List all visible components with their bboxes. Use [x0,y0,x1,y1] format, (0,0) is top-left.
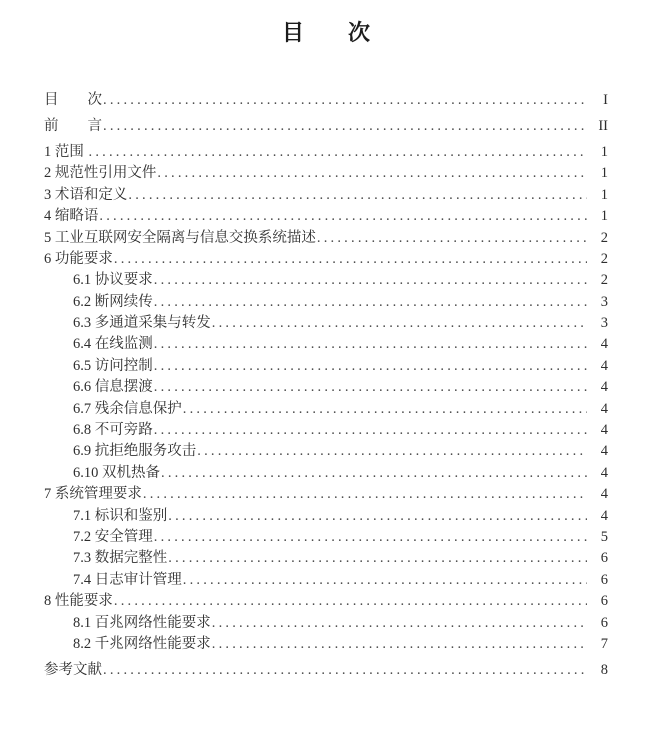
toc-entry-label: 8.2 千兆网络性能要求 [73,635,211,652]
toc-entry-page: 4 [600,443,608,460]
toc-entry-page: 5 [600,529,608,545]
toc-entry-label: 6.3 多通道采集与转发 [73,315,211,332]
toc-entry [44,228,608,249]
dot-leader [143,484,587,505]
toc-entry-label: 8 性能要求 [44,593,113,610]
dot-leader [154,292,587,313]
toc-entry-label: 参考文献 [44,662,102,679]
dot-leader [103,660,587,681]
toc-entry-page: II [598,117,608,134]
toc-entry-page: 4 [600,507,608,524]
dot-leader [154,356,587,377]
toc-entry [44,484,608,505]
toc-entry-label: 6 功能要求 [44,250,113,267]
toc-entry [44,313,608,334]
toc-entry [44,441,608,462]
toc-entry [44,548,608,569]
toc-entry [44,292,608,313]
toc-entry-label: 7.4 日志审计管理 [73,571,182,588]
toc-entry-page: 4 [600,357,608,374]
toc-entry [44,163,608,184]
toc-entry-label: 8.1 百兆网络性能要求 [73,614,211,631]
toc-entry-label: 6.8 不可旁路 [73,422,153,439]
toc-entry-page: 3 [600,293,608,310]
toc-entry [44,463,608,484]
toc-entry [44,249,608,270]
dot-leader [183,570,587,591]
toc-entry-page: 4 [600,486,608,503]
toc-entry-label: 目 次 [44,92,102,108]
dot-leader [168,506,587,527]
dot-leader [197,441,587,462]
toc-entry-label: 6.6 信息摆渡 [73,379,153,396]
toc-entry [44,206,608,227]
dot-leader [154,420,587,441]
dot-leader [103,90,587,111]
toc-entry-page: 8 [600,662,608,679]
dot-leader [212,613,587,634]
toc-entry-page: 2 [600,229,608,246]
toc-entry-label: 7.2 安全管理 [73,529,153,545]
dot-leader [183,399,587,420]
dot-leader [168,548,587,569]
toc-entry-page: I [603,92,608,108]
toc-entry-page: 6 [600,550,608,567]
toc-entry [44,634,608,655]
toc-list [44,90,608,682]
toc-entry-label: 6.1 协议要求 [73,272,153,289]
toc-entry-label: 6.5 访问控制 [73,357,153,374]
dot-leader [154,270,587,291]
page-title: 目 次 [281,20,370,45]
toc-entry [44,185,608,206]
toc-entry-page: 6 [600,571,608,588]
toc-entry-page: 1 [600,143,608,160]
dot-leader [154,334,587,355]
dot-leader [157,163,587,184]
toc-entry [44,399,608,420]
dot-leader [89,142,588,163]
toc-entry-label: 6.4 在线监测 [73,336,153,353]
dot-leader [99,206,587,227]
toc-entry [44,660,608,681]
toc-entry [44,570,608,591]
dot-leader [317,228,587,249]
toc-entry [44,377,608,398]
dot-leader [128,185,587,206]
dot-leader [212,313,587,334]
toc-entry [44,334,608,355]
toc-entry-label: 4 缩略语 [44,208,99,225]
toc-entry [44,90,608,111]
toc-entry-label: 7.3 数据完整性 [73,550,168,567]
toc-entry-page: 1 [600,186,608,203]
toc-entry-page: 6 [600,593,608,610]
toc-entry-page: 7 [600,635,608,652]
toc-entry-page: 4 [600,336,608,353]
toc-entry [44,270,608,291]
toc-entry-page: 4 [600,464,608,481]
toc-entry-label: 6.10 双机热备 [73,464,160,481]
toc-entry-label: 6.9 抗拒绝服务攻击 [73,443,197,460]
toc-entry [44,506,608,527]
dot-leader [114,249,587,270]
toc-entry [44,591,608,612]
toc-entry-page: 1 [600,165,608,182]
toc-entry-label: 7.1 标识和鉴别 [73,507,168,524]
toc-entry-label: 7 系统管理要求 [44,486,142,503]
toc-entry-label: 6.7 残余信息保护 [73,400,182,417]
toc-entry-label: 3 术语和定义 [44,186,128,203]
toc-entry-page: 2 [600,250,608,267]
dot-leader [103,116,587,137]
toc-entry [44,420,608,441]
toc-entry-page: 2 [600,272,608,289]
dot-leader [114,591,587,612]
toc-entry-page: 6 [600,614,608,631]
dot-leader [212,634,587,655]
toc-entry [44,356,608,377]
toc-entry-label: 2 规范性引用文件 [44,165,157,182]
toc-entry-page: 4 [600,422,608,439]
dot-leader [154,527,587,548]
toc-entry [44,613,608,634]
dot-leader [161,463,587,484]
toc-entry-label: 1 范围 [44,143,88,160]
toc-entry [44,527,608,548]
toc-entry-page: 4 [600,379,608,396]
toc-entry [44,116,608,137]
toc-entry-label: 6.2 断网续传 [73,293,153,310]
toc-entry [44,142,608,163]
toc-entry-page: 4 [600,400,608,417]
toc-entry-page: 3 [600,315,608,332]
toc-entry-label: 前 言 [44,117,102,134]
dot-leader [154,377,587,398]
toc-entry-label: 5 工业互联网安全隔离与信息交换系统描述 [44,229,316,246]
toc-entry-page: 1 [600,208,608,225]
